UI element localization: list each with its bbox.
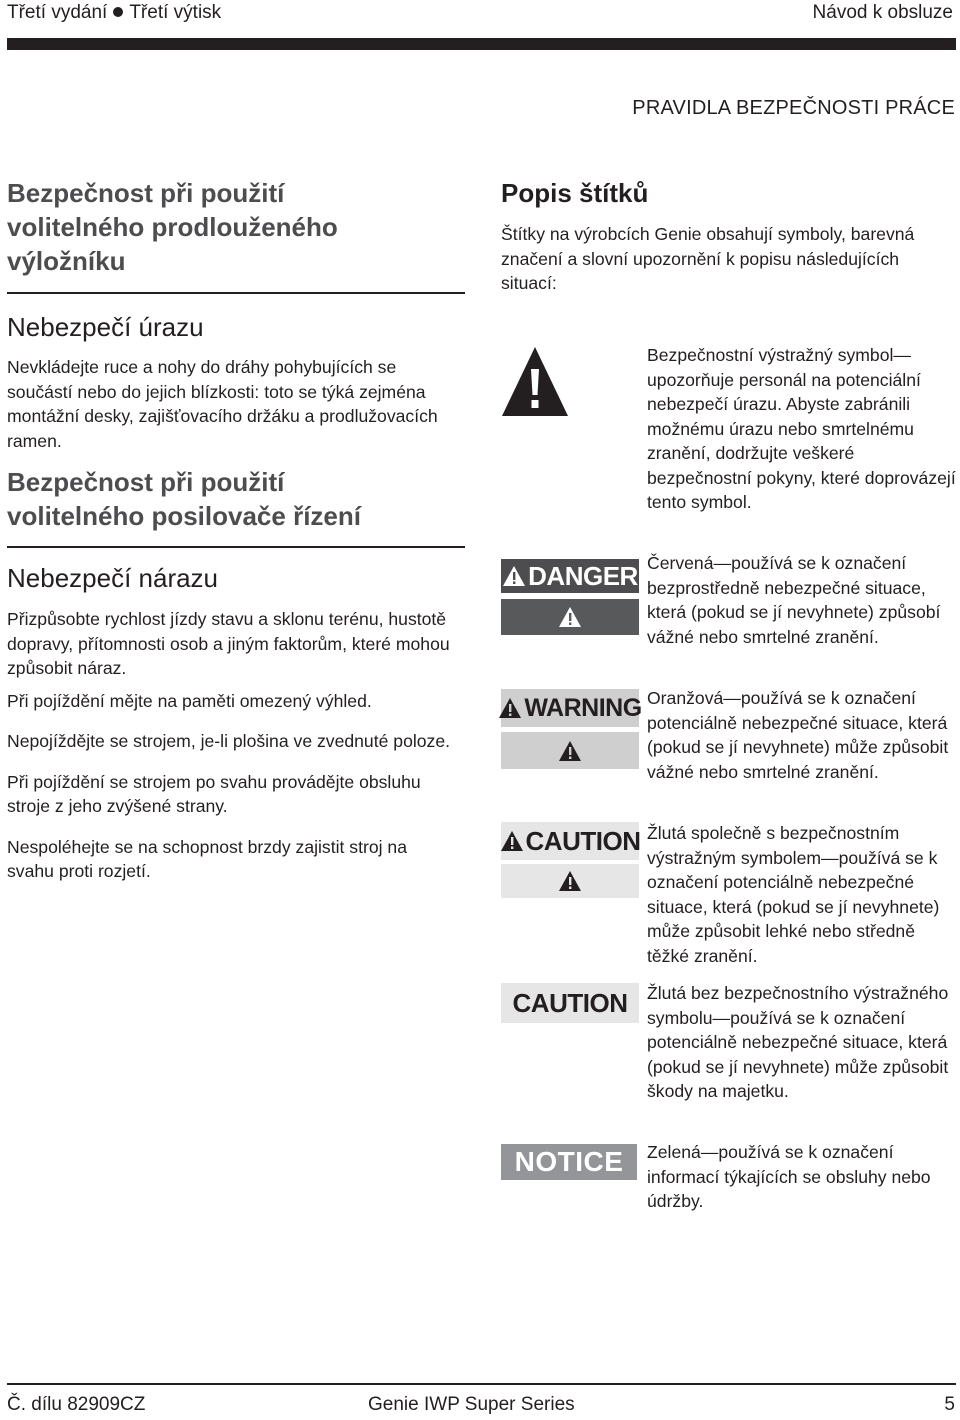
heading-extended-boom: Bezpečnost při použití volitelného prodlouženého výložníku — [7, 178, 338, 276]
edition-info — [7, 2, 221, 24]
header-rule — [7, 38, 956, 50]
left-column — [7, 176, 465, 884]
caution-plain-description: Žlutá bez bezpečnostního výstražného symbolu—používá se k označení potenciálně nebezpečné situace, která (pokud se jí nevyhnete) může způsobit škody na majetku. — [647, 983, 949, 1101]
page-header — [7, 2, 953, 30]
part-number: Č. dílu 82909CZ — [7, 1394, 146, 1415]
warning-description: Oranžová—používá se k označení potenciálně nebezpečné situace, která (pokud se jí nevyhnete) může způsobit vážné nebo smrtelné zranění. — [647, 688, 949, 782]
warning-symbol-panel — [501, 732, 639, 769]
caution-plain-signal-text: CAUTION — [512, 987, 628, 1018]
right-column — [501, 176, 956, 296]
collision-text-2: Při pojíždění mějte na paměti omezený výhled. — [7, 690, 372, 711]
manual-title: Návod k obsluze — [812, 2, 953, 23]
notice-description: Zelená—používá se k označení informací týkajících se obsluhy nebo údržby. — [647, 1142, 931, 1211]
label-row-danger — [501, 551, 957, 681]
label-row-warning — [501, 686, 957, 816]
collision-text-5: Nespoléhejte se na schopnost brzdy zajistit stroj na svahu proti rozjetí. — [7, 836, 407, 881]
caution-signal-word — [501, 822, 639, 860]
label-row-safety-alert — [501, 343, 957, 543]
collision-text-1: Přizpůsobte rychlost jízdy stavu a sklonu terénu, hustotě dopravy, přítomnosti osob a jiným faktorům, které mohou způsobit náraz. — [7, 609, 450, 678]
section-label: PRAVIDLA BEZPEČNOSTI PRÁCE — [632, 97, 955, 119]
bullet-icon — [113, 7, 123, 17]
alert-triangle-icon — [558, 870, 582, 892]
alert-triangle-icon — [502, 565, 526, 587]
product-name: Genie IWP Super Series — [368, 1394, 575, 1415]
danger-signal-word — [501, 559, 639, 593]
collision-text-3: Nepojíždějte se strojem, je-li plošina ve zvednuté poloze. — [7, 731, 451, 751]
heading-label-legend: Popis štítků — [501, 178, 649, 208]
caution-plain-signal-word — [501, 983, 639, 1023]
collision-text-4: Při pojíždění se strojem po svahu provádějte obsluhu stroje z jeho zvýšené strany. — [7, 771, 421, 816]
safety-alert-triangle-icon — [501, 345, 569, 417]
heading-rule — [7, 292, 465, 294]
label-row-caution-symbol — [501, 821, 957, 971]
danger-symbol-panel — [501, 599, 639, 635]
caution-symbol-description: Žlutá společně s bezpečnostním výstražným symbolem—používá se k označení potenciálně nebezpečné situace, která (pokud se jí nevyhnete) může způsobit lehké nebo středně těžké zranění. — [647, 823, 940, 966]
caution-signal-text: CAUTION — [525, 825, 641, 856]
footer-rule — [7, 1383, 956, 1385]
warning-signal-word — [501, 689, 642, 727]
heading-rule — [7, 546, 465, 548]
printing-label: Třetí výtisk — [129, 2, 222, 23]
page-number: 5 — [944, 1394, 955, 1415]
heading-steering-booster: Bezpečnost při použití volitelného posilovače řízení — [7, 467, 361, 531]
subheading-collision-hazard: Nebezpečí nárazu — [7, 563, 219, 593]
danger-description: Červená—používá se k označení bezprostředně nebezpečné situace, která (pokud se jí nevyhnete) způsobí vážné nebo smrtelné zranění. — [647, 553, 941, 647]
caution-symbol-panel — [501, 864, 639, 898]
notice-signal-text: NOTICE — [514, 1146, 624, 1177]
crush-hazard-text: Nevkládejte ruce a nohy do dráhy pohybujících se součástí nebo do jejich blízkosti: toto se týká zejména montážní desky, zajišťovacího držáku a prodlužovacích ramen. — [7, 357, 438, 451]
warning-signal-text: WARNING — [524, 693, 642, 722]
alert-triangle-icon — [498, 697, 522, 719]
label-legend-intro: Štítky na výrobcích Genie obsahují symboly, barevná značení a slovní upozornění k popisu následujících situací: — [501, 224, 915, 293]
notice-signal-word — [501, 1144, 637, 1180]
subheading-crush-hazard: Nebezpečí úrazu — [7, 312, 204, 342]
alert-triangle-icon — [500, 830, 524, 852]
label-row-notice — [501, 1140, 957, 1220]
alert-triangle-icon — [558, 606, 582, 628]
safety-alert-description: Bezpečnostní výstražný symbol—upozorňuje personál na potenciální nebezpečí úrazu. Abyste zabránili možnému úrazu nebo smrtelnému zranění, dodržujte veškeré bezpečnostní pokyny, které doprovázejí tento symbol. — [647, 345, 956, 512]
alert-triangle-icon — [558, 740, 582, 762]
danger-signal-text: DANGER — [528, 560, 638, 591]
label-row-caution-plain — [501, 981, 957, 1131]
edition-label: Třetí vydání — [7, 2, 108, 23]
